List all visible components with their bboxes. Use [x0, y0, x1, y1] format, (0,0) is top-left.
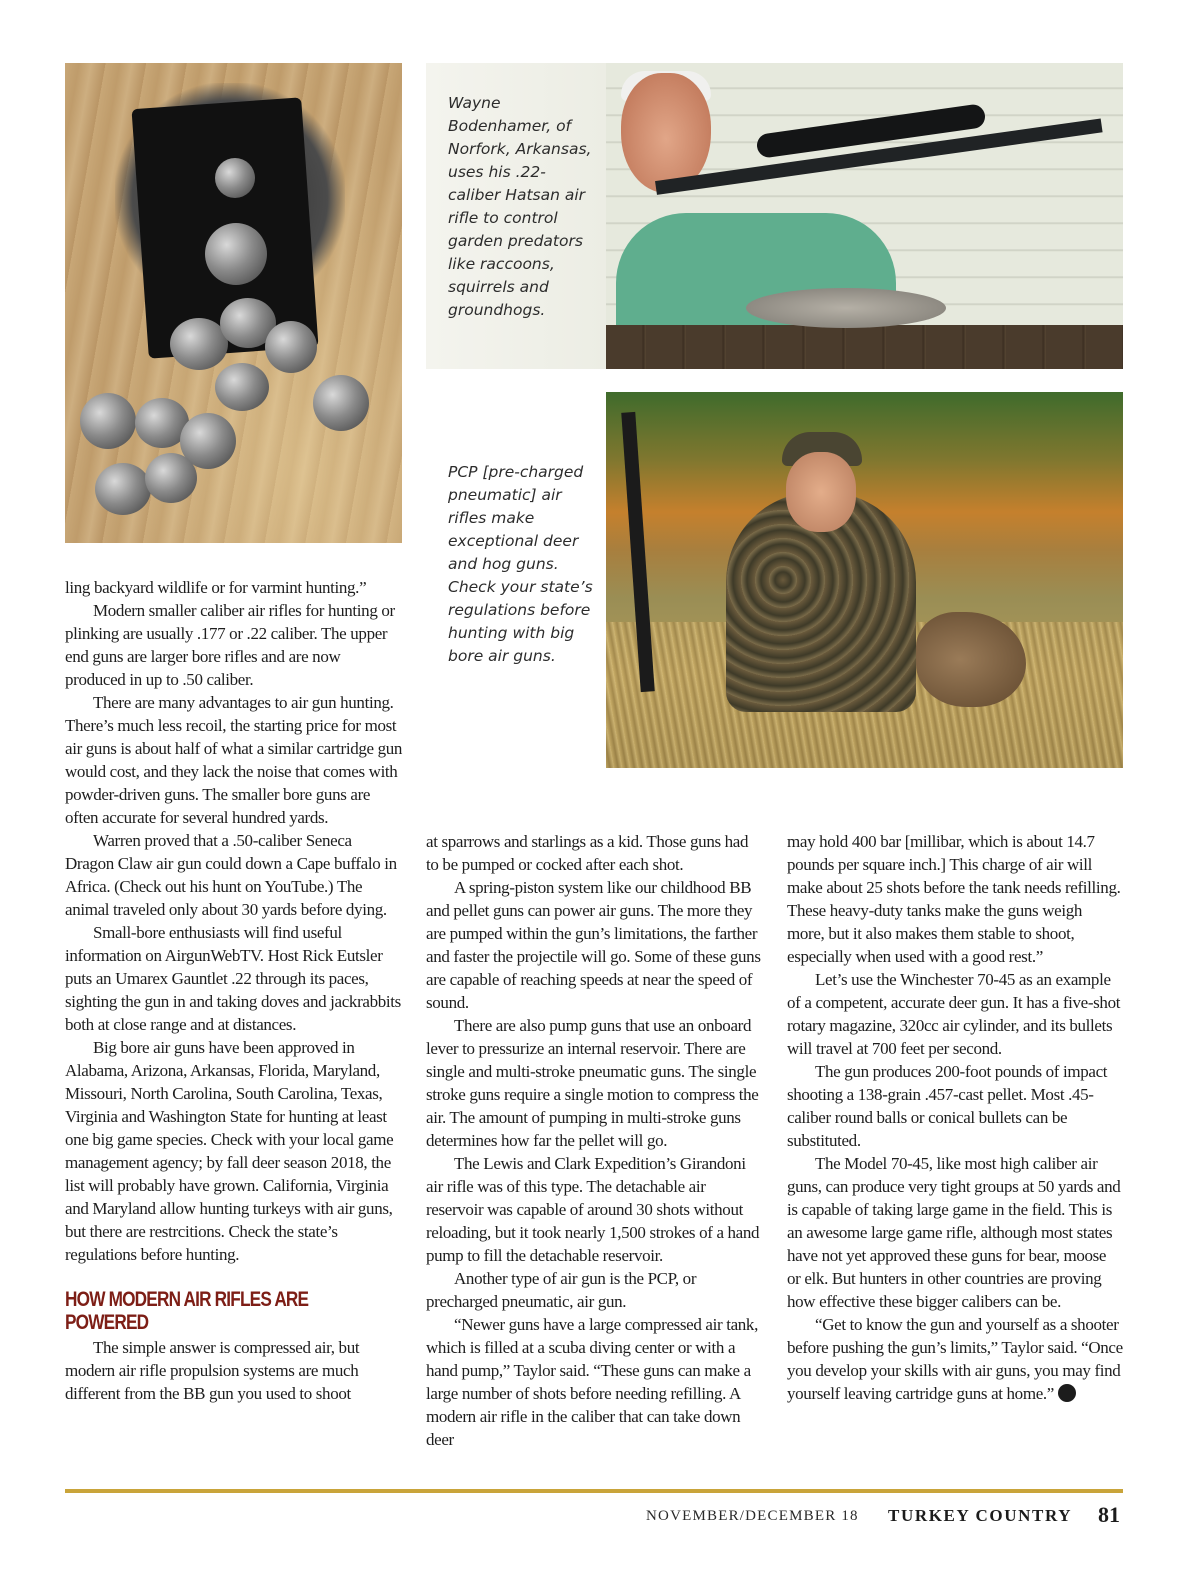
magazine-name: TURKEY COUNTRY: [888, 1506, 1073, 1525]
paragraph: The Lewis and Clark Expedition’s Girandoni air rifle was of this type. The detachable air reservoir was capable of around 30 shots without reloading, but it took nearly 1,500 strokes of a hand pump to fill the detachable reservoir.: [426, 1154, 760, 1265]
paragraph: The Model 70-45, like most high caliber air guns, can produce very tight groups at 50 yards and is capable of taking large game in the field. This is an awesome large game rifle, although most states have not yet approved these guns for bear, moose or elk. But hunters in other countries are proving how effective these bigger calibers can be.: [787, 1154, 1121, 1311]
paragraph: Modern smaller caliber air rifles for hunting or plinking are usually .177 or .22 caliber. The upper end guns are larger bore rifles and are now produced in up to .50 caliber.: [65, 601, 395, 689]
turkey-end-mark-icon: [1058, 1384, 1076, 1402]
paragraph: Big bore air guns have been approved in Alabama, Arizona, Arkansas, Florida, Maryland, Missouri, North Carolina, South Carolina, Texas, Virginia and Washington State for hunting at least one big game species. Check with your local game management agency; by fall deer season 2018, the list will probably have grown. California, Virginia and Maryland allow hunting turkeys with air guns, but there are restrcitions. Check the state’s regulations before hunting.: [65, 1038, 394, 1264]
pellet: [80, 393, 136, 449]
pellet: [215, 363, 269, 411]
photo-hunter-with-deer: [606, 392, 1123, 768]
paragraph: There are also pump guns that use an onboard lever to pressurize an internal reservoir. There are single and multi-stroke pneumatic guns. The single stroke guns require a single motion to compress the air. The amount of pumping in multi-stroke guns determines how far the pellet will go.: [426, 1016, 759, 1150]
paragraph: Warren proved that a .50-caliber Seneca Dragon Claw air gun could down a Cape buffalo in Africa. (Check out his hunt on YouTube.) The animal traveled only about 30 yards before dying.: [65, 831, 397, 919]
paragraph: ling backyard wildlife or for varmint hunting.”: [65, 578, 367, 597]
issue-date: NOVEMBER/DECEMBER 18: [646, 1508, 859, 1524]
pellet: [205, 223, 267, 285]
paragraph: The simple answer is compressed air, but modern air rifle propulsion systems are much different from the BB gun you used to shoot: [65, 1338, 360, 1403]
photo-caption-hunter: PCP [pre-charged pneumatic] air rifles make exceptional deer and hog guns. Check your state’s regulations before hunting with big bore air guns.: [448, 463, 593, 665]
paragraph-text: “Get to know the gun and yourself as a shooter before pushing the gun’s limits,” Taylor said. “Once you develop your skills with air guns, you may find yourself leaving cartridge guns at home.”: [787, 1315, 1123, 1403]
paragraph: “Newer guns have a large compressed air tank, which is filled at a scuba diving center or with a hand pump,” Taylor said. “These guns can make a large number of shots before needing refilling. A modern air rifle in the caliber that can take down deer: [426, 1315, 758, 1449]
paragraph: [787, 1313, 1123, 1405]
paragraph: Let’s use the Winchester 70-45 as an example of a competent, accurate deer gun. It has a five-shot rotary magazine, 320cc air cylinder, and its bullets will travel at 700 feet per second.: [787, 970, 1121, 1058]
article-column-3: [787, 830, 1123, 1405]
pellet: [95, 463, 151, 515]
paragraph: Another type of air gun is the PCP, or precharged pneumatic, air gun.: [426, 1269, 697, 1311]
squirrel: [746, 288, 946, 328]
paragraph: A spring-piston system like our childhood BB and pellet guns can power air guns. The more they are pumped within the gun’s limitations, the farther and faster the projectile will go. Some of these guns are capable of reaching speeds at near the speed of sound.: [426, 878, 761, 1012]
paragraph: Small-bore enthusiasts will find useful information on AirgunWebTV. Host Rick Eutsler puts an Umarex Gauntlet .22 through its paces, sighting the gun in and taking doves and jackrabbits both at close range and at distances.: [65, 923, 401, 1034]
hunter-face: [786, 452, 856, 532]
pellet: [145, 453, 197, 503]
porch-rail: [606, 325, 1123, 369]
article-column-2: [426, 830, 762, 1451]
paragraph: The gun produces 200-foot pounds of impact shooting a 138-grain .457-cast pellet. Most .45-caliber round balls or conical bullets can be substituted.: [787, 1062, 1108, 1150]
photo-caption-man: Wayne Bodenhamer, of Norfork, Arkansas, uses his .22-caliber Hatsan air rifle to control garden predators like raccoons, squirrels and groundhogs.: [448, 94, 592, 319]
pellet: [215, 158, 255, 198]
paragraph: There are many advantages to air gun hunting. There’s much less recoil, the starting price for most air guns is about half of what a similar cartridge gun would cost, and they lack the noise that comes with powder-driven guns. The smaller bore guns are often accurate for several hundred yards.: [65, 693, 403, 827]
photo-pellets: [65, 63, 402, 543]
pellet: [265, 321, 317, 373]
paragraph: may hold 400 bar [millibar, which is about 14.7 pounds per square inch.] This charge of air will make about 25 shots before the tank needs refilling. These heavy-duty tanks make the guns weigh more, but it also makes them stable to shoot, especially when used with a good rest.”: [787, 832, 1121, 966]
footer-rule: [65, 1489, 1123, 1493]
page-number: 81: [1098, 1502, 1120, 1527]
pellet: [313, 375, 369, 431]
paragraph: at sparrows and starlings as a kid. Those guns had to be pumped or cocked after each shot.: [426, 832, 749, 874]
article-column-1: [65, 576, 403, 1405]
section-heading: HOW MODERN AIR RIFLES ARE POWERED: [65, 1288, 309, 1334]
